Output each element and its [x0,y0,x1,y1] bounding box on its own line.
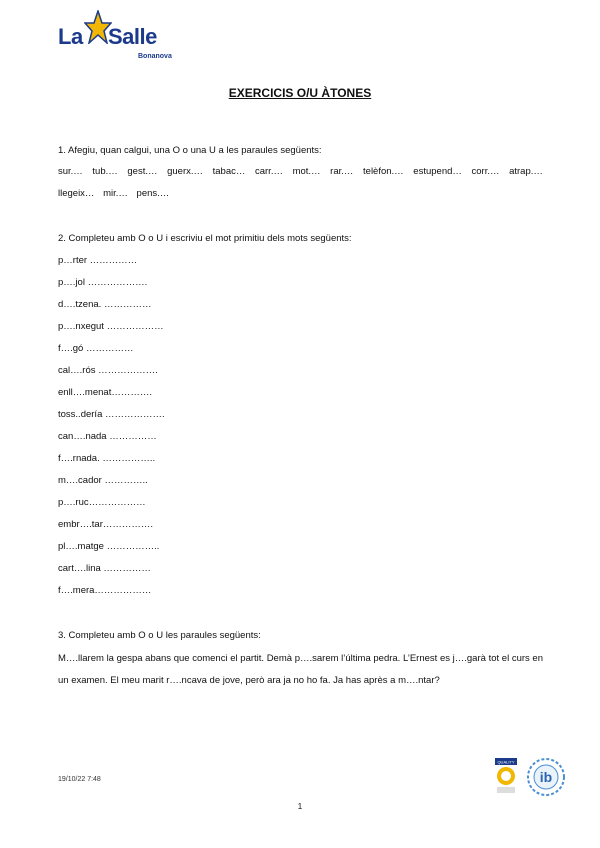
exercise2-item: p…rter …………… [58,255,138,266]
logo-la-text: La [58,24,83,49]
exercise2-item: p….jol ………………. [58,277,148,288]
exercise2-item: m….cador ………….. [58,475,148,486]
word-item: rar.… [330,166,354,177]
exercise2-item: p….ruc……………… [58,497,146,508]
word-item: gest.… [127,166,158,177]
word-item: sur.… [58,166,83,177]
exercise2-item: p….nxegut ……………… [58,321,164,332]
footer-date: 19/10/22 7:48 [58,776,101,783]
word-item: corr.… [471,166,500,177]
exercise2-item: pl….matge …………….. [58,541,160,552]
exercise2-item: toss..dería ………………. [58,409,165,420]
exercise1-words-line1 [58,166,543,177]
ib-badge-label: ib [539,769,553,785]
logo-campus-text: Bonanova [138,53,172,60]
word-item: atrap.… [509,166,543,177]
exercise2-item: can….nada …………… [58,431,157,442]
exercise2-item: f….gó …………… [58,343,134,354]
word-item: llegeix… [58,188,95,199]
exercise3-text: M….llarem la gespa abans que comenci el partit. Demà p….sarem l’última pedra. L’Ernest es j….garà tot el curs en un examen. El meu marit r….ncava de jove, però ara ja no ho fa. Ja has après a m….ntar? [58,653,543,686]
exercise1-words-line2 [58,188,543,199]
lasalle-logo [58,10,178,62]
exercise2-item: embr….tar……………. [58,519,154,530]
exercise2-item: cart….lina …………… [58,563,151,574]
word-item: mot.… [292,166,321,177]
ib-badge-icon [526,757,566,797]
word-item: telèfon.… [363,166,404,177]
logo-salle-text: Salle [108,24,157,49]
word-item: tabac… [212,166,246,177]
exercise2-item: f….rnada. …………….. [58,453,156,464]
exercise2-item: d….tzena. …………… [58,299,152,310]
word-item: guerx.… [167,166,204,177]
word-item: tub.… [92,166,118,177]
exercise2-prompt: 2. Completeu amb O o U i escriviu el mot primitiu dels mots següents: [58,233,352,244]
word-item: estupend… [413,166,462,177]
exercise1-prompt: 1. Afegiu, quan calgui, una O o una U a les paraules següents: [58,145,322,156]
exercise2-item: cal….rós ………………. [58,365,158,376]
page-number: 1 [297,802,303,811]
page-title: EXERCICIS O/U ÀTONES [228,86,372,100]
quality-badge-icon [494,757,518,795]
exercise3-prompt: 3. Completeu amb O o U les paraules següents: [58,630,261,641]
word-item: pens.… [136,188,170,199]
exercise2-item: f….mera……………… [58,585,152,596]
quality-badge-label: QUALITY [497,759,515,765]
word-item: carr.… [254,166,283,177]
exercise2-item: enll….menat…………. [58,387,152,398]
word-item: mir.… [103,188,128,199]
